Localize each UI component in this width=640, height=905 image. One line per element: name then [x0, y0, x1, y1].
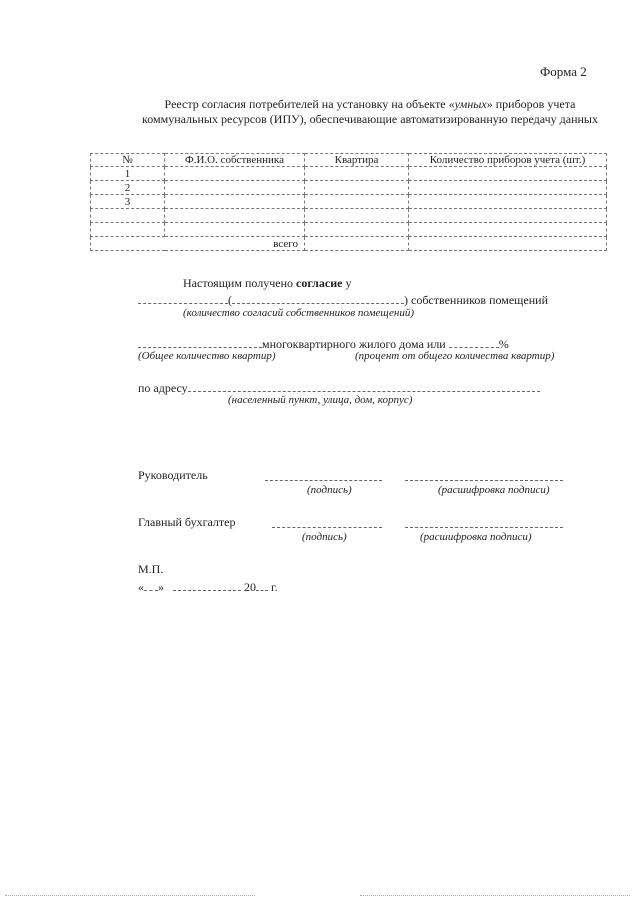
date-open-quote: «	[138, 580, 144, 594]
table-total-row	[91, 237, 607, 251]
director-signature-note: (подпись)	[307, 484, 352, 496]
date-line	[138, 579, 278, 595]
owners-open-paren: (	[228, 293, 232, 307]
director-signature-blank[interactable]	[265, 480, 382, 481]
accountant-signature-blank[interactable]	[272, 527, 382, 528]
meter-count-cell[interactable]	[409, 167, 607, 181]
title-italic-word: умных	[454, 97, 487, 111]
day-blank[interactable]	[144, 579, 158, 591]
scan-artifact-line	[5, 895, 255, 896]
address-note: (населенный пункт, улица, дом, корпус)	[228, 394, 413, 406]
month-blank[interactable]	[173, 579, 241, 591]
address-blank[interactable]	[188, 380, 540, 392]
header-meter-count: Количество приборов учета (шт.)	[409, 154, 607, 167]
row-number: 1	[91, 167, 165, 181]
meter-count-cell[interactable]	[409, 195, 607, 209]
table-row	[91, 209, 607, 223]
table-row	[91, 167, 607, 181]
scan-artifact-line	[360, 895, 630, 896]
header-owner-name: Ф.И.О. собственника	[165, 154, 305, 167]
percent-sign: %	[498, 337, 509, 351]
owners-count-line	[138, 292, 548, 308]
table-header-row	[91, 154, 607, 167]
accountant-decode-blank[interactable]	[405, 527, 563, 528]
table-row	[91, 195, 607, 209]
row-number: 2	[91, 181, 165, 195]
year-prefix: 20	[244, 580, 256, 594]
consent-bold-word: согласие	[296, 276, 343, 290]
accountant-decode-note: (расшифровка подписи)	[420, 531, 532, 543]
total-apartments-note: (Общее количество квартир)	[138, 350, 276, 362]
owners-prefix-blank[interactable]	[138, 292, 228, 304]
table-row	[91, 181, 607, 195]
title-part-1: Реестр согласия потребителей на установку на объекте «	[164, 97, 455, 111]
apartment-cell[interactable]	[305, 209, 409, 223]
title-part-2: » приборов учета коммунальных ресурсов (ИПУ), обеспечивающие автоматизированную передачу данных	[142, 97, 598, 126]
year-suffix: г.	[271, 580, 278, 594]
header-apartment: Квартира	[305, 154, 409, 167]
stamp-label: М.П.	[138, 562, 164, 576]
row-number: 3	[91, 195, 165, 209]
director-decode-blank[interactable]	[405, 480, 563, 481]
owners-count-blank[interactable]	[232, 292, 404, 304]
row-number	[91, 209, 165, 223]
consent-intro-text: Настоящим получено	[183, 276, 296, 290]
percent-blank[interactable]	[449, 336, 499, 348]
table-row	[91, 223, 607, 237]
owner-name-cell[interactable]	[165, 167, 305, 181]
owners-count-note: (количество согласий собственников помещений)	[183, 307, 414, 319]
total-apartments-blank[interactable]	[138, 336, 262, 348]
year-blank[interactable]	[256, 579, 268, 591]
consent-intro	[183, 276, 351, 291]
total-label: всего	[91, 237, 305, 251]
apartment-cell[interactable]	[305, 195, 409, 209]
address-label: по адресу	[138, 381, 188, 395]
owner-name-cell[interactable]	[165, 223, 305, 237]
apartment-cell[interactable]	[305, 167, 409, 181]
percent-note: (процент от общего количества квартир)	[355, 350, 555, 362]
owner-name-cell[interactable]	[165, 195, 305, 209]
owner-name-cell[interactable]	[165, 209, 305, 223]
meter-count-cell[interactable]	[409, 181, 607, 195]
meter-count-cell[interactable]	[409, 209, 607, 223]
consent-intro-tail: у	[342, 276, 352, 290]
owners-label: ) собственников помещений	[404, 293, 549, 307]
form-number-label: Форма 2	[540, 64, 587, 79]
row-number	[91, 223, 165, 237]
apartment-cell[interactable]	[305, 223, 409, 237]
consent-registry-table	[90, 153, 607, 251]
director-label: Руководитель	[138, 468, 208, 482]
total-meter-cell[interactable]	[409, 237, 607, 251]
accountant-label: Главный бухгалтер	[138, 515, 236, 529]
meter-count-cell[interactable]	[409, 223, 607, 237]
building-text: многоквартирного жилого дома или	[262, 337, 446, 351]
owner-name-cell[interactable]	[165, 181, 305, 195]
director-decode-note: (расшифровка подписи)	[438, 484, 550, 496]
accountant-signature-note: (подпись)	[302, 531, 347, 543]
total-apartment-cell[interactable]	[305, 237, 409, 251]
date-close-quote: »	[158, 580, 164, 594]
header-number: №	[91, 154, 165, 167]
apartment-cell[interactable]	[305, 181, 409, 195]
document-title	[140, 97, 600, 127]
